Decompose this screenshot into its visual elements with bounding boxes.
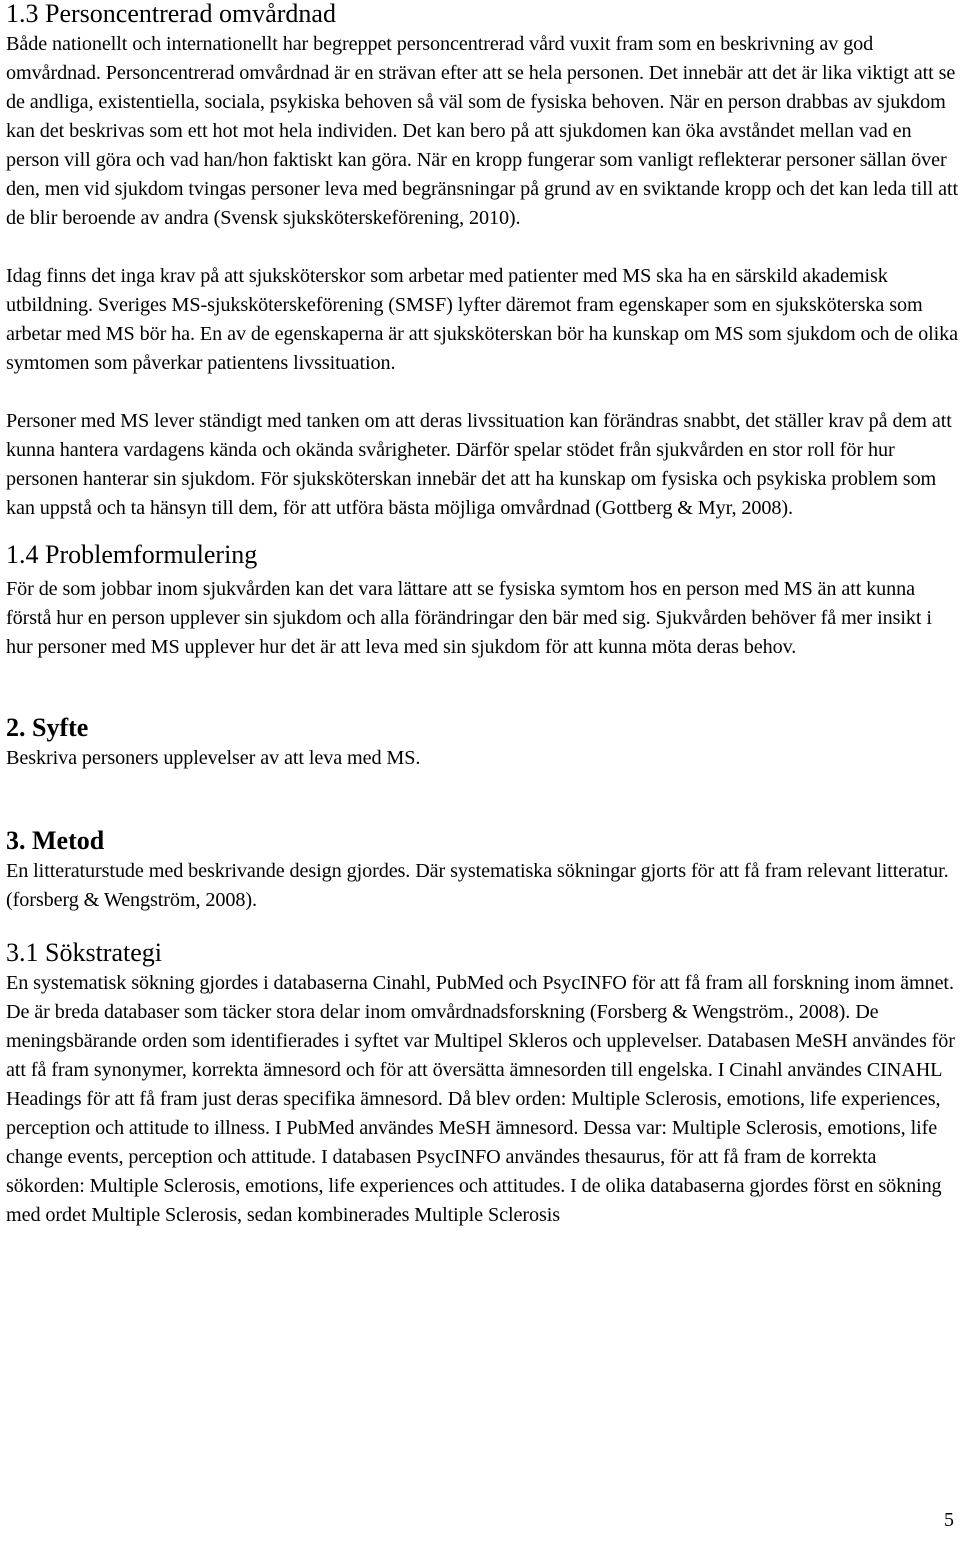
- paragraph: Beskriva personers upplevelser av att leva med MS.: [6, 747, 421, 769]
- heading-1-4: 1.4 Problemformulering: [6, 540, 258, 569]
- paragraph: En litteraturstude med beskrivande design gjordes. Där systematiska sökningar gjorts för att få fram relevant litteratur.(forsberg & Wengström, 2008).: [6, 860, 949, 911]
- paragraph: Personer med MS lever ständigt med tanken om att deras livssituation kan förändras snabbt, det ställer krav på dem att kunna hantera vardagens kända och okända svårigheter. Därför spelar stödet från sjukvården en stor roll för hur personen hanterar sin sjukdom. För sjuksköterskan innebär det att ha kunskap om fysiska och psykiska problem som kan uppstå och ta hänsyn till dem, för att utföra bästa möjliga omvårdnad (Gottberg & Myr, 2008).: [6, 410, 952, 519]
- paragraph: Både nationellt och internationellt har begreppet personcentrerad vård vuxit fram som en beskrivning av god omvårdnad. Personcentrerad omvårdnad är en strävan efter att se hela personen. Det innebär att det är lika viktigt att se de andliga, existentiella, sociala, psykiska behoven så väl som de fysiska behoven. När en person drabbas av sjukdom kan det beskrivas som ett hot mot hela individen. Det kan bero på att sjukdomen kan öka avståndet mellan vad en person vill göra och vad han/hon faktiskt kan göra. När en kropp fungerar som vanligt reflekterar personer sällan över den, men vid sjukdom tvingas personer leva med begränsningar på grund av en sviktande kropp och det kan leda till att de blir beroende av andra (Svensk sjuksköterskeförening, 2010).: [6, 33, 958, 229]
- paragraph: För de som jobbar inom sjukvården kan det vara lättare att se fysiska symtom hos en person med MS än att kunna förstå hur en person upplever sin sjukdom och alla förändringar den bär med sig. Sjukvården behöver få mer insikt i hur personer med MS upplever hur det är att leva med sin sjukdom för att kunna möta deras behov.: [6, 578, 932, 658]
- paragraph: En systematisk sökning gjordes i databaserna Cinahl, PubMed och PsycINFO för att få fram all forskning inom ämnet. De är breda databaser som täcker stora delar inom omvårdnadsforskning (Forsberg & Wengström., 2008). De meningsbärande orden som identifierades i syftet var Multipel Skleros och upplevelser. Databasen MeSH användes för att få fram synonymer, korrekta ämnesord och för att översätta ämnesorden till engelska. I Cinahl användes CINAHL Headings för att få fram just deras specifika ämnesord. Då blev orden: Multiple Sclerosis, emotions, life experiences, perception och attitude to illness. I PubMed användes MeSH ämnesord. Dessa var: Multiple Sclerosis, emotions, life change events, perception och attitude. I databasen PsycINFO användes thesaurus, för att få fram de korrekta sökorden: Multiple Sclerosis, emotions, life experiences och attitudes. I de olika databaserna gjordes först en sökning med ordet Multiple Sclerosis, sedan kombinerades Multiple Sclerosis: [6, 972, 955, 1226]
- page-number: 5: [944, 1509, 954, 1531]
- paragraph: Idag finns det inga krav på att sjuksköterskor som arbetar med patienter med MS ska ha en särskild akademisk utbildning. Sveriges MS-sjuksköterskeförening (SMSF) lyfter däremot fram egenskaper som en sjuksköterska som arbetar med MS bör ha. En av de egenskaperna är att sjuksköterskan bör ha kunskap om MS som sjukdom och de olika symtomen som påverkar patientens livssituation.: [6, 265, 958, 374]
- heading-3: 3. Metod: [6, 826, 105, 855]
- document-page: [6, 0, 958, 1230]
- heading-1-3: 1.3 Personcentrerad omvårdnad: [6, 0, 336, 28]
- heading-3-1: 3.1 Sökstrategi: [6, 938, 162, 967]
- heading-2: 2. Syfte: [6, 713, 89, 742]
